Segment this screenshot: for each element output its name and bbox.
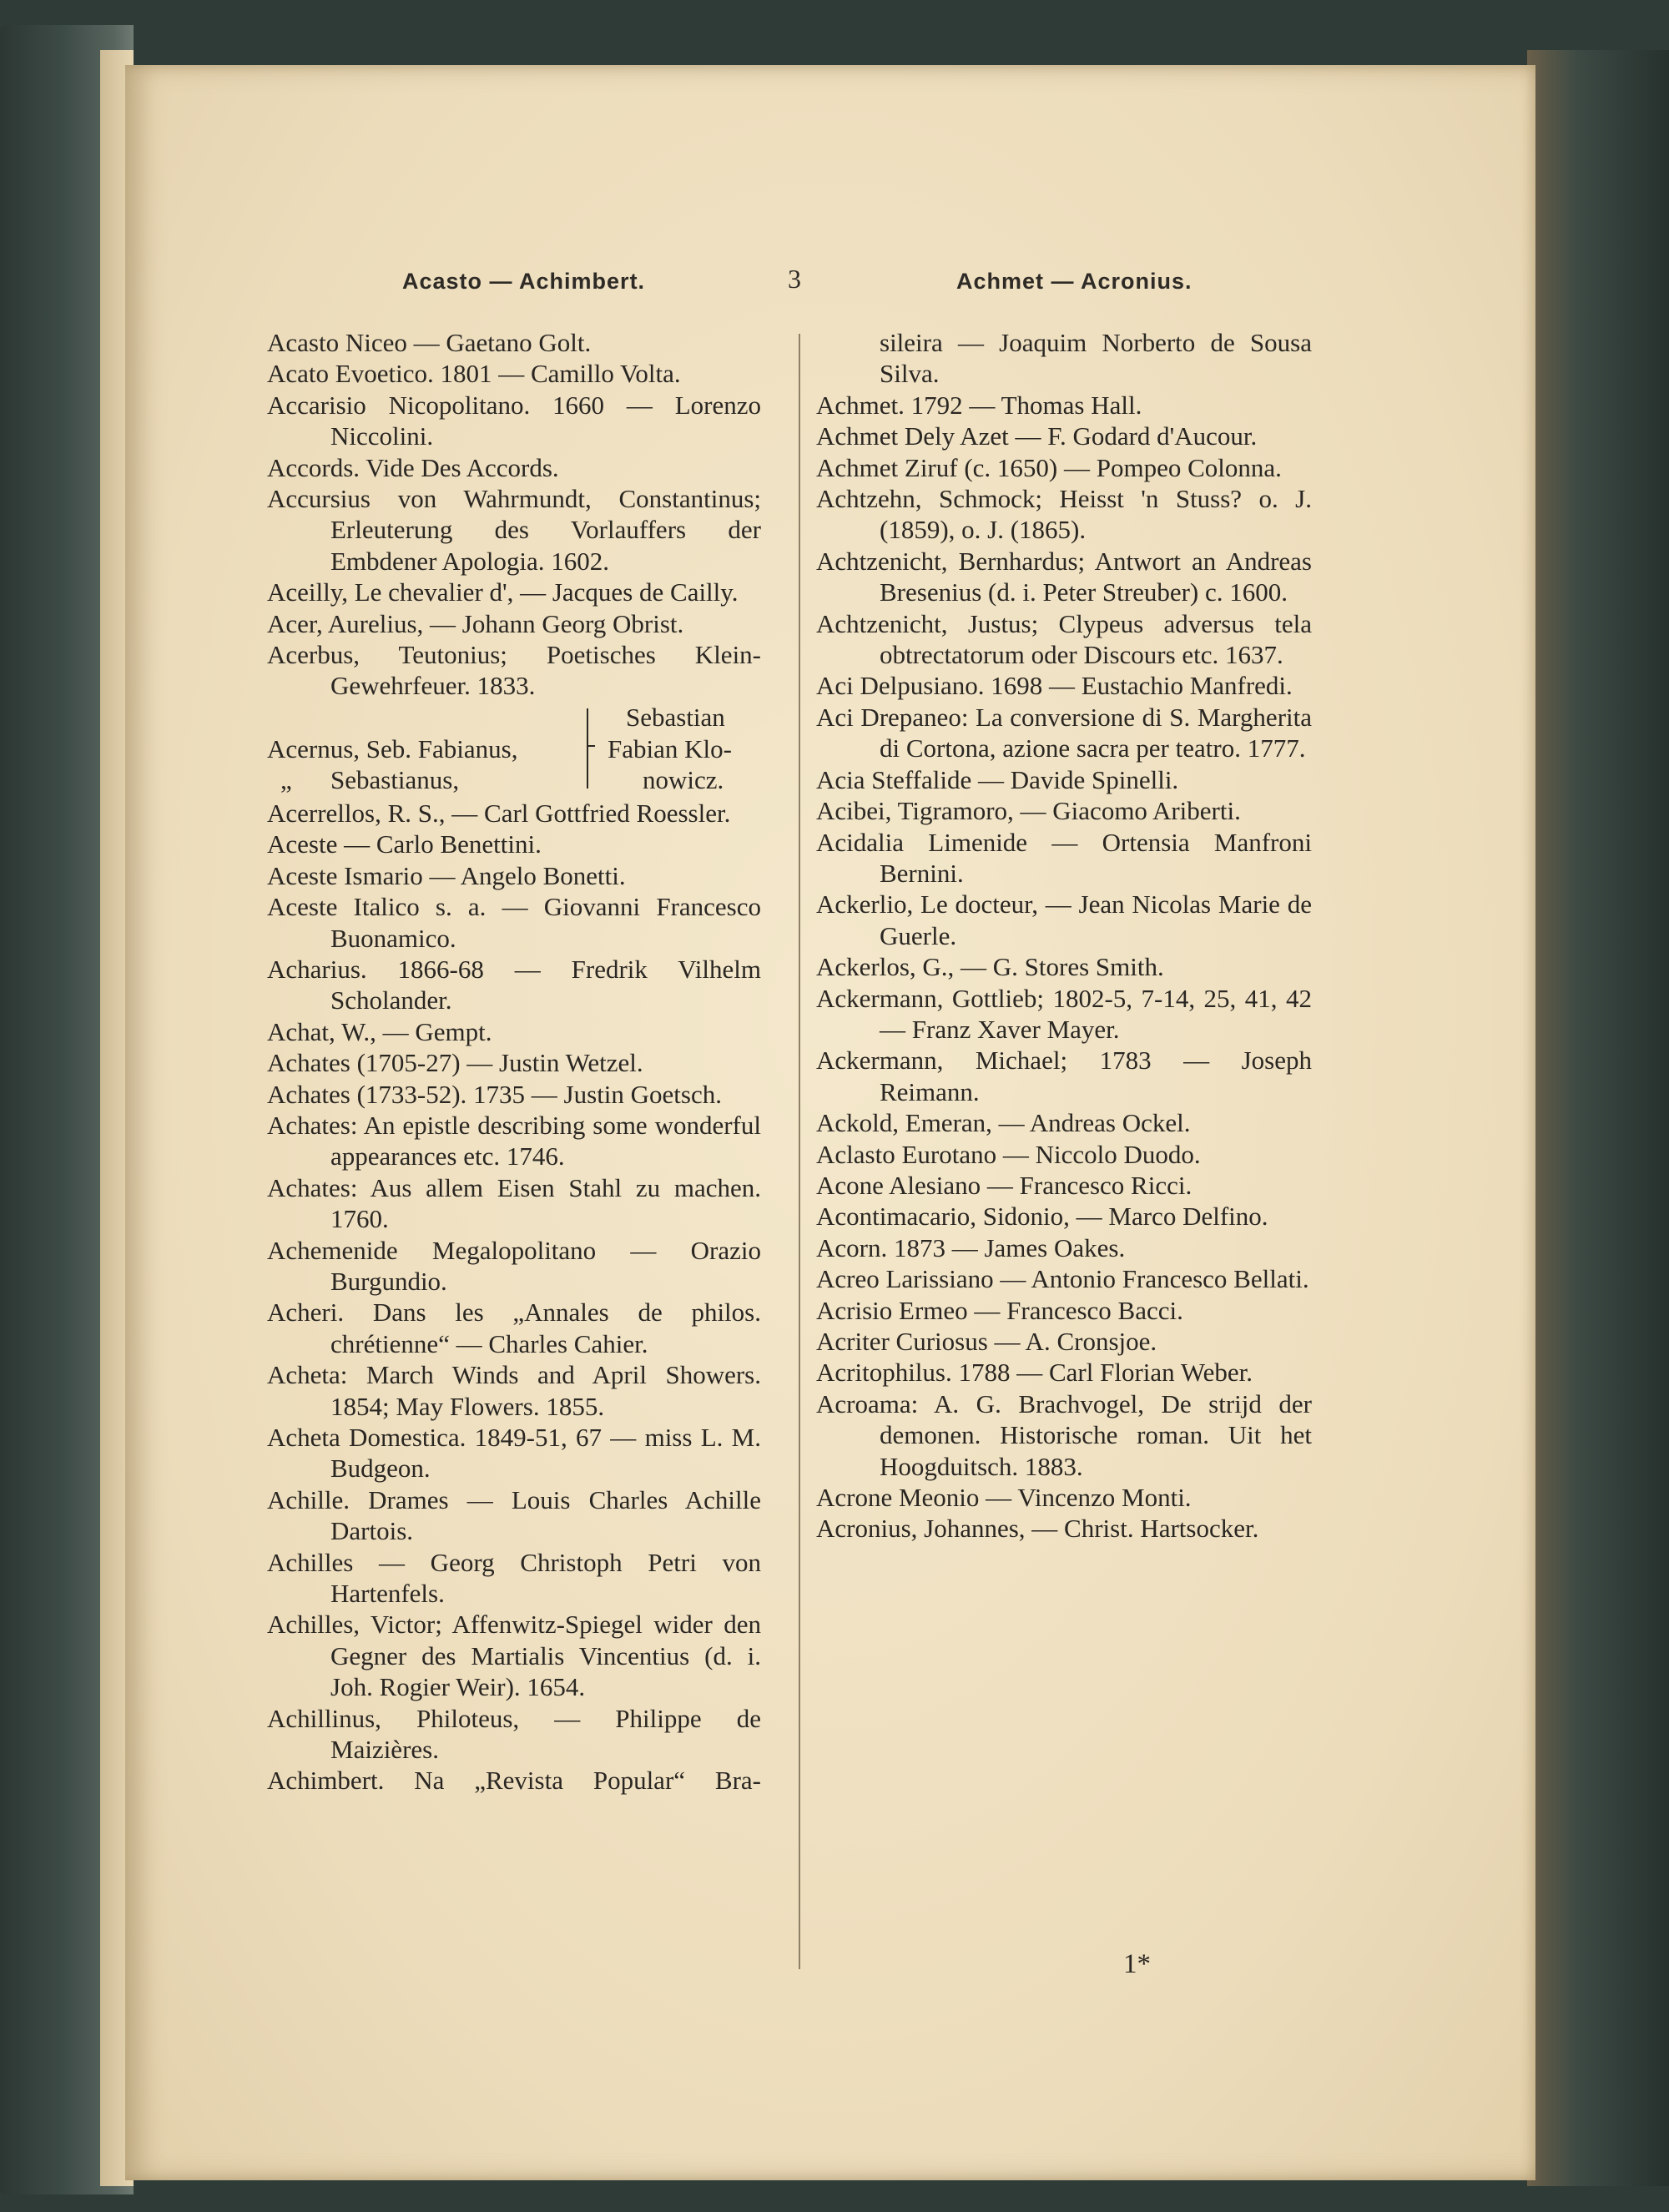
entry: Achillinus, Philoteus, — Philippe de Maizières. xyxy=(267,1703,761,1765)
running-head-left: Acasto — Achimbert. xyxy=(402,269,646,294)
entry: Acidalia Limenide — Ortensia Manfroni Bernini. xyxy=(816,827,1312,888)
entry: Achtzehn, Schmock; Heisst 'n Stuss? o. J. (1859), o. J. (1865). xyxy=(816,484,1312,545)
entry: Acharius. 1866-68 — Fredrik Vilhelm Scholander. xyxy=(267,954,761,1015)
entry: Acheta: March Winds and April Showers. 1854; May Flowers. 1855. xyxy=(267,1360,761,1421)
entry: Achtzenicht, Bernhardus; Antwort an Andreas Bresenius (d. i. Peter Streuber) c. 1600. xyxy=(816,546,1312,607)
entry: Accords. Vide Des Accords. xyxy=(267,452,559,482)
brace-target-2: Fabian Klo- xyxy=(608,733,732,763)
brace-target-1: Sebastian xyxy=(626,702,725,732)
entry: Acontimacario, Sidonio, — Marco Delfino. xyxy=(816,1202,1268,1232)
entry: Aci Drepaneo: La conversione di S. Margherita di Cortona, azione sacra per teatro. 1777. xyxy=(816,702,1312,763)
entry: Achille. Drames — Louis Charles Achille Dartois. xyxy=(267,1484,761,1546)
entry: Achmet Ziruf (c. 1650) — Pompeo Colonna. xyxy=(816,452,1282,482)
brace-target-3: nowicz. xyxy=(643,764,724,794)
column-divider xyxy=(799,334,800,1969)
entry: Acronius, Johannes, — Christ. Hartsocker. xyxy=(816,1514,1259,1544)
entry: Aclasto Eurotano — Niccolo Duodo. xyxy=(816,1139,1201,1169)
entry: Acorn. 1873 — James Oakes. xyxy=(816,1232,1126,1262)
entry: Aceilly, Le chevalier d', — Jacques de Cailly. xyxy=(267,577,739,607)
entry: Acone Alesiano — Francesco Ricci. xyxy=(816,1170,1193,1200)
entry: Ackerlos, G., — G. Stores Smith. xyxy=(816,952,1164,982)
right-column xyxy=(816,327,1312,1544)
page-number: 3 xyxy=(788,264,802,294)
entry: Achimbert. Na „Revista Popular“ Bra- xyxy=(267,1766,761,1796)
entry: Aceste Ismario — Angelo Bonetti. xyxy=(267,860,626,890)
entry: Acroama: A. G. Brachvogel, De strijd der demonen. Historische roman. Uit het Hoogduitsch. 1883. xyxy=(816,1388,1312,1481)
ditto-mark: „ xyxy=(280,764,292,794)
entry: Achates: Aus allem Eisen Stahl zu machen. 1760. xyxy=(267,1172,761,1234)
entry: Achmet Dely Azet — F. Godard d'Aucour. xyxy=(816,421,1258,451)
entry: Acrisio Ermeo — Francesco Bacci. xyxy=(816,1295,1183,1325)
entry: Acasto Niceo — Gaetano Golt. xyxy=(267,328,592,357)
entry: Aceste — Carlo Benettini. xyxy=(267,829,542,859)
entry: Acheta Domestica. 1849-51, 67 — miss L. M. Budgeon. xyxy=(267,1423,761,1484)
book-cover-right xyxy=(1527,50,1669,2186)
entry: Achat, W., — Gempt. xyxy=(267,1016,492,1046)
entry: Acrone Meonio — Vincenzo Monti. xyxy=(816,1483,1192,1513)
entry: Accursius von Wahrmundt, Constantinus; Erleuterung des Vorlauffers der Embdener Apologia. 1602. xyxy=(267,484,761,576)
entry: Achates (1733-52). 1735 — Justin Goetsch. xyxy=(267,1079,722,1109)
entry: Accarisio Nicopolitano. 1660 — Lorenzo Niccolini. xyxy=(267,390,761,451)
entry: Achates (1705-27) — Justin Wetzel. xyxy=(267,1048,643,1078)
entry: Acheri. Dans les „Annales de philos. chrétienne“ — Charles Cahier. xyxy=(267,1297,761,1358)
entry: Ackermann, Gottlieb; 1802-5, 7-14, 25, 41, 42 — Franz Xaver Mayer. xyxy=(816,983,1312,1044)
entry: Aci Delpusiano. 1698 — Eustachio Manfredi. xyxy=(816,671,1293,701)
entry: Acibei, Tigramoro, — Giacomo Ariberti. xyxy=(816,796,1241,826)
brace-entry xyxy=(267,702,761,798)
signature-mark: 1* xyxy=(1123,1949,1151,1979)
entry: Acato Evoetico. 1801 — Camillo Volta. xyxy=(267,359,681,389)
running-head-right: Achmet — Acronius. xyxy=(956,269,1193,294)
entry: Achmet. 1792 — Thomas Hall. xyxy=(816,390,1142,420)
entry: Acerrellos, R. S., — Carl Gottfried Roessler. xyxy=(267,798,731,828)
brace-entry-line-2: Sebastianus, xyxy=(330,764,460,794)
entry: Achilles — Georg Christoph Petri von Hartenfels. xyxy=(267,1547,761,1609)
entry: Acritophilus. 1788 — Carl Florian Weber. xyxy=(816,1358,1253,1388)
entry-continuation: sileira — Joaquim Norberto de Sousa Silva. xyxy=(880,328,1312,389)
entry: Acer, Aurelius, — Johann Georg Obrist. xyxy=(267,608,684,638)
curly-brace-icon xyxy=(587,708,600,789)
left-column xyxy=(267,327,761,1796)
entry: Ackold, Emeran, — Andreas Ockel. xyxy=(816,1108,1191,1138)
entry: Acreo Larissiano — Antonio Francesco Bellati. xyxy=(816,1264,1309,1294)
entry: Acia Steffalide — Davide Spinelli. xyxy=(816,764,1179,794)
entry: Achtzenicht, Justus; Clypeus adversus tela obtrectatorum oder Discours etc. 1637. xyxy=(816,608,1312,670)
entry: Ackerlio, Le docteur, — Jean Nicolas Marie de Guerle. xyxy=(816,889,1312,950)
entry: Ackermann, Michael; 1783 — Joseph Reimann. xyxy=(816,1046,1312,1106)
brace-entry-line-1: Acernus, Seb. Fabianus, xyxy=(267,733,518,763)
entry: Acerbus, Teutonius; Poetisches Klein-Gewehrfeuer. 1833. xyxy=(267,640,761,701)
entry: Achates: An epistle describing some wonderful appearances etc. 1746. xyxy=(267,1110,761,1172)
entry: Aceste Italico s. a. — Giovanni Francesco Buonamico. xyxy=(267,892,761,953)
entry: Acriter Curiosus — A. Cronsjoe. xyxy=(816,1327,1157,1356)
entry: Achemenide Megalopolitano — Orazio Burgundio. xyxy=(267,1235,761,1296)
entry: Achilles, Victor; Affenwitz-Spiegel wider den Gegner des Martialis Vincentius (d. i. Joh. Rogier Weir). 1654. xyxy=(267,1610,761,1702)
